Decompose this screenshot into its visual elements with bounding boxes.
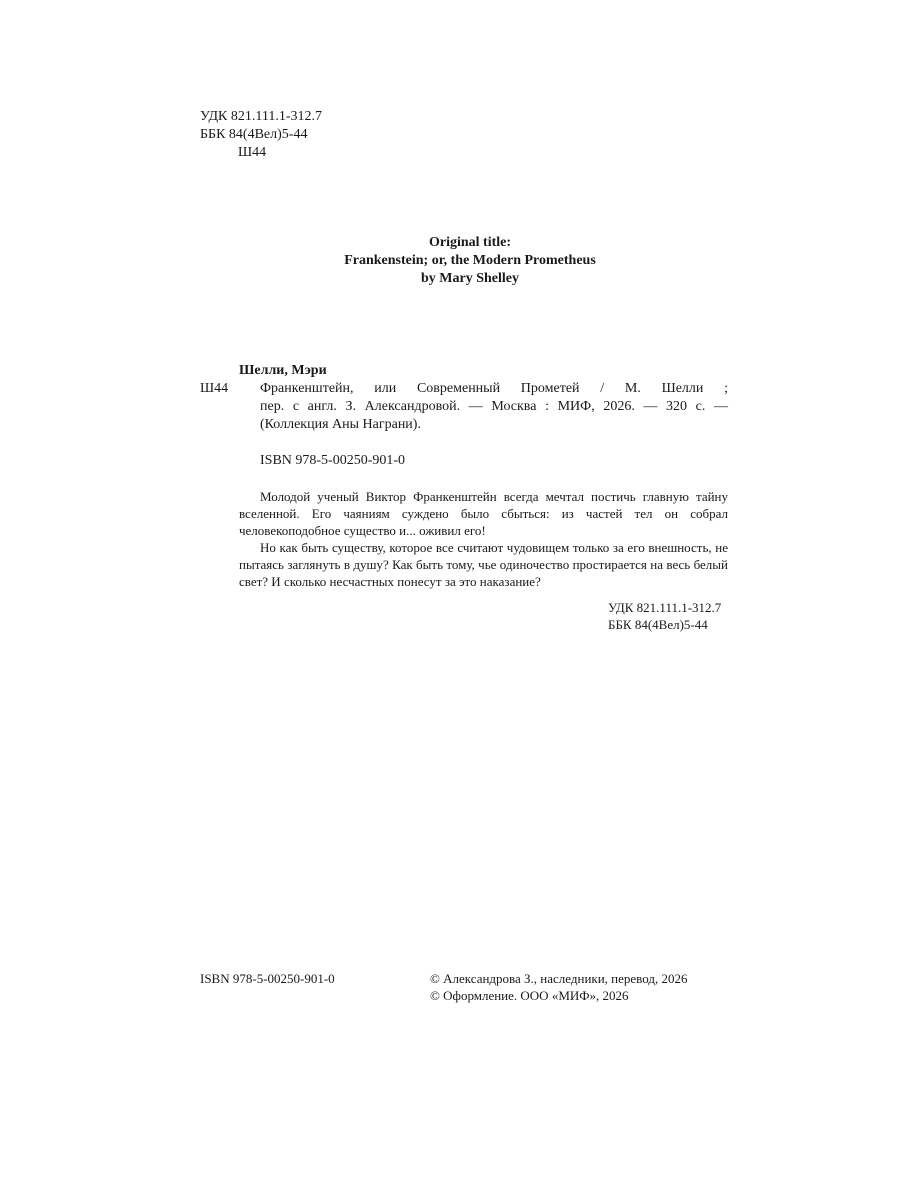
annotation-paragraph: Но как быть существу, которое все считают чудовищем только за его внешность, не пытаясь заглянуть в душу? Как быть тому, чье одиночество простирается на весь белый свет? И сколько несчастных понесут за это наказание? xyxy=(239,540,728,589)
record-author-mark: Ш44 xyxy=(200,381,229,396)
bbk-code: ББК 84(4Вел)5-44 xyxy=(608,617,708,632)
annotation-paragraph: Молодой ученый Виктор Франкенштейн всегда мечтал постичь главную тайну вселенной. Его чаяниям суждено было сбыться: из частей тел он собрал человекоподобное существо и... оживил его! xyxy=(239,489,728,538)
annotation xyxy=(239,488,728,590)
udk-code: УДК 821.111.1-312.7 xyxy=(608,600,722,615)
copyright-design: © Оформление. ООО «МИФ», 2026 xyxy=(430,988,629,1003)
footer-isbn: ISBN 978-5-00250-901-0 xyxy=(200,971,335,986)
original-title-label: Original title: xyxy=(428,235,512,250)
record-line: пер. с англ. З. Александровой. — Москва : МИФ, 2026. — 320 с. — xyxy=(260,399,728,414)
record-line: Франкенштейн, или Современный Прометей / М. Шелли ; xyxy=(260,381,728,396)
original-title: Frankenstein; or, the Modern Prometheus xyxy=(344,253,596,268)
author-mark: Ш44 xyxy=(238,145,267,160)
bbk-code: ББК 84(4Вел)5-44 xyxy=(200,127,308,142)
original-title-block xyxy=(220,234,720,288)
isbn: ISBN 978-5-00250-901-0 xyxy=(260,453,406,468)
record-line: (Коллекция Аны Награни). xyxy=(260,417,421,432)
bibliographic-record xyxy=(260,380,728,434)
original-byline: by Mary Shelley xyxy=(421,271,519,286)
classification-codes-bottom xyxy=(608,599,721,633)
copyright-block xyxy=(430,970,687,1004)
record-author: Шелли, Мэри xyxy=(239,363,327,378)
udk-code: УДК 821.111.1-312.7 xyxy=(200,109,323,124)
classification-codes xyxy=(200,108,322,162)
copyright-translation: © Александрова З., наследники, перевод, 2026 xyxy=(430,971,688,986)
